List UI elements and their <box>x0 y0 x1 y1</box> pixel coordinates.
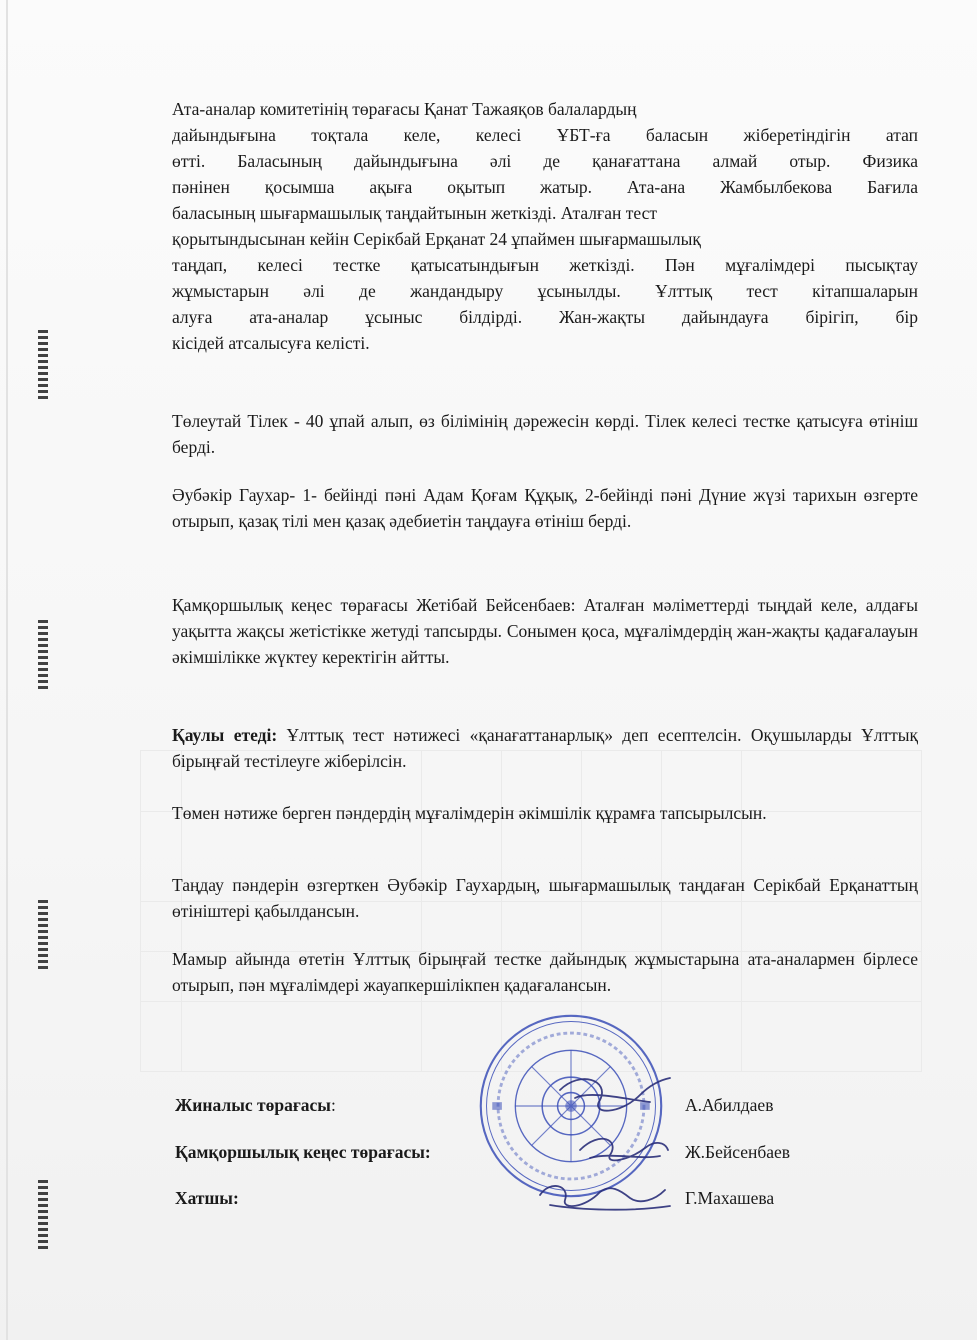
chair-label-text: Жиналыс төрағасы <box>175 1095 331 1115</box>
resolution-heading: Қаулы етеді: <box>172 725 278 745</box>
intro-paragraph <box>172 96 918 356</box>
chair-label <box>175 1095 336 1116</box>
intro-line: баласының шығармашылық таңдайтынын жеткізді. Аталған тест <box>172 203 657 223</box>
paragraph-applications <box>172 872 918 924</box>
paragraph-teachers <box>172 800 918 826</box>
intro-line: пәнінен қосымша ақыға оқытып жатыр. Ата-ана Жамбылбекова Бағила <box>172 177 918 197</box>
intro-line: Ата-аналар комитетінің төрағасы Қанат Тажаяқов балалардың <box>172 99 637 119</box>
page-edge <box>6 0 8 1340</box>
board-chair-name: Ж.Бейсенбаев <box>685 1142 791 1162</box>
paragraph-text: Таңдау пәндерін өзгерткен Әубәкір Гаухардың, шығармашылық таңдаған Серікбай Ерқанаттың өтініштері қабылдансын. <box>172 875 918 921</box>
chair-signature-row <box>175 1095 915 1125</box>
intro-line: таңдап, келесі тестке қатысатындығын жеткізді. Пән мұғалімдері пысықтау <box>172 255 918 275</box>
binder-hole-mark <box>38 330 48 400</box>
paragraph-may-test <box>172 946 918 998</box>
intro-line: өтті. Баласының дайындығына әлі де қанағаттана алмай отыр. Физика <box>172 151 918 171</box>
secretary-label: Хатшы: <box>175 1188 239 1208</box>
paragraph-board-chair <box>172 592 918 670</box>
intro-line: қорытындысынан кейін Серікбай Ерқанат 24 ұпаймен шығармашылық <box>172 229 701 249</box>
chair-name: А.Абилдаев <box>685 1095 774 1115</box>
intro-line: кісідей атсалысуға келісті. <box>172 333 370 353</box>
paragraph-tilek <box>172 408 918 460</box>
resolution-text <box>172 722 918 774</box>
paragraph-text: Төмен нәтиже берген пәндердің мұғалімдерін әкімшілік құрамға тапсырылсын. <box>172 803 767 823</box>
intro-line: алуға ата-аналар ұсыныс білдірді. Жан-жақты дайындауға бірігіп, бір <box>172 307 918 327</box>
paragraph-text: Мамыр айында өтетін Ұлттық бірыңғай тестке дайындық жұмыстарына ата-аналармен бірлесе отырып, пән мұғалімдері жауапкершілікпен қадағалансын. <box>172 949 918 995</box>
paragraph-text: Әубәкір Гаухар- 1- бейінді пәні Адам Қоғам Құқық, 2-бейінді пәні Дүние жүзі тарихын өзгерте отырып, қазақ тілі мен қазақ әдебиетін таңдауға өтініш берді. <box>172 485 918 531</box>
intro-line: жұмыстарын әлі де жандандыру ұсынылды. Ұлттық тест кітапшаларын <box>172 281 918 301</box>
paragraph-text: Қамқоршылық кеңес төрағасы Жетібай Бейсенбаев: Аталған мәліметтерді тыңдай келе, алдағы уақытта жақсы жетістікке жетуді тапсырды. Сонымен қоса, мұғалімдердің жан-жақты қадағалауын әкімшілікке жүктеу керектігін айтты. <box>172 595 918 667</box>
paragraph-gaukhar <box>172 482 918 534</box>
board-chair-label: Қамқоршылық кеңес төрағасы: <box>175 1142 431 1162</box>
binder-hole-mark <box>38 1180 48 1250</box>
secretary-signature-row <box>175 1188 915 1218</box>
paragraph-resolution <box>172 722 918 774</box>
paragraph-text: Төлеутай Тілек - 40 ұпай алып, өз білімінің дәрежесін көрді. Тілек келесі тестке қатысуға өтініш берді. <box>172 411 918 457</box>
secretary-name: Г.Махашева <box>685 1188 775 1208</box>
binder-hole-mark <box>38 900 48 970</box>
resolution-body: Ұлттық тест нәтижесі «қанағаттанарлық» деп есептелсін. Оқушыларды Ұлттық бірыңғай тестілеуге жіберілсін. <box>172 725 918 771</box>
binder-hole-mark <box>38 620 48 690</box>
intro-line: дайындығына тоқтала келе, келесі ҰБТ-ға баласын жіберетіндігін атап <box>172 125 918 145</box>
board-chair-signature-row <box>175 1142 915 1172</box>
chair-label-colon: : <box>330 1095 336 1115</box>
